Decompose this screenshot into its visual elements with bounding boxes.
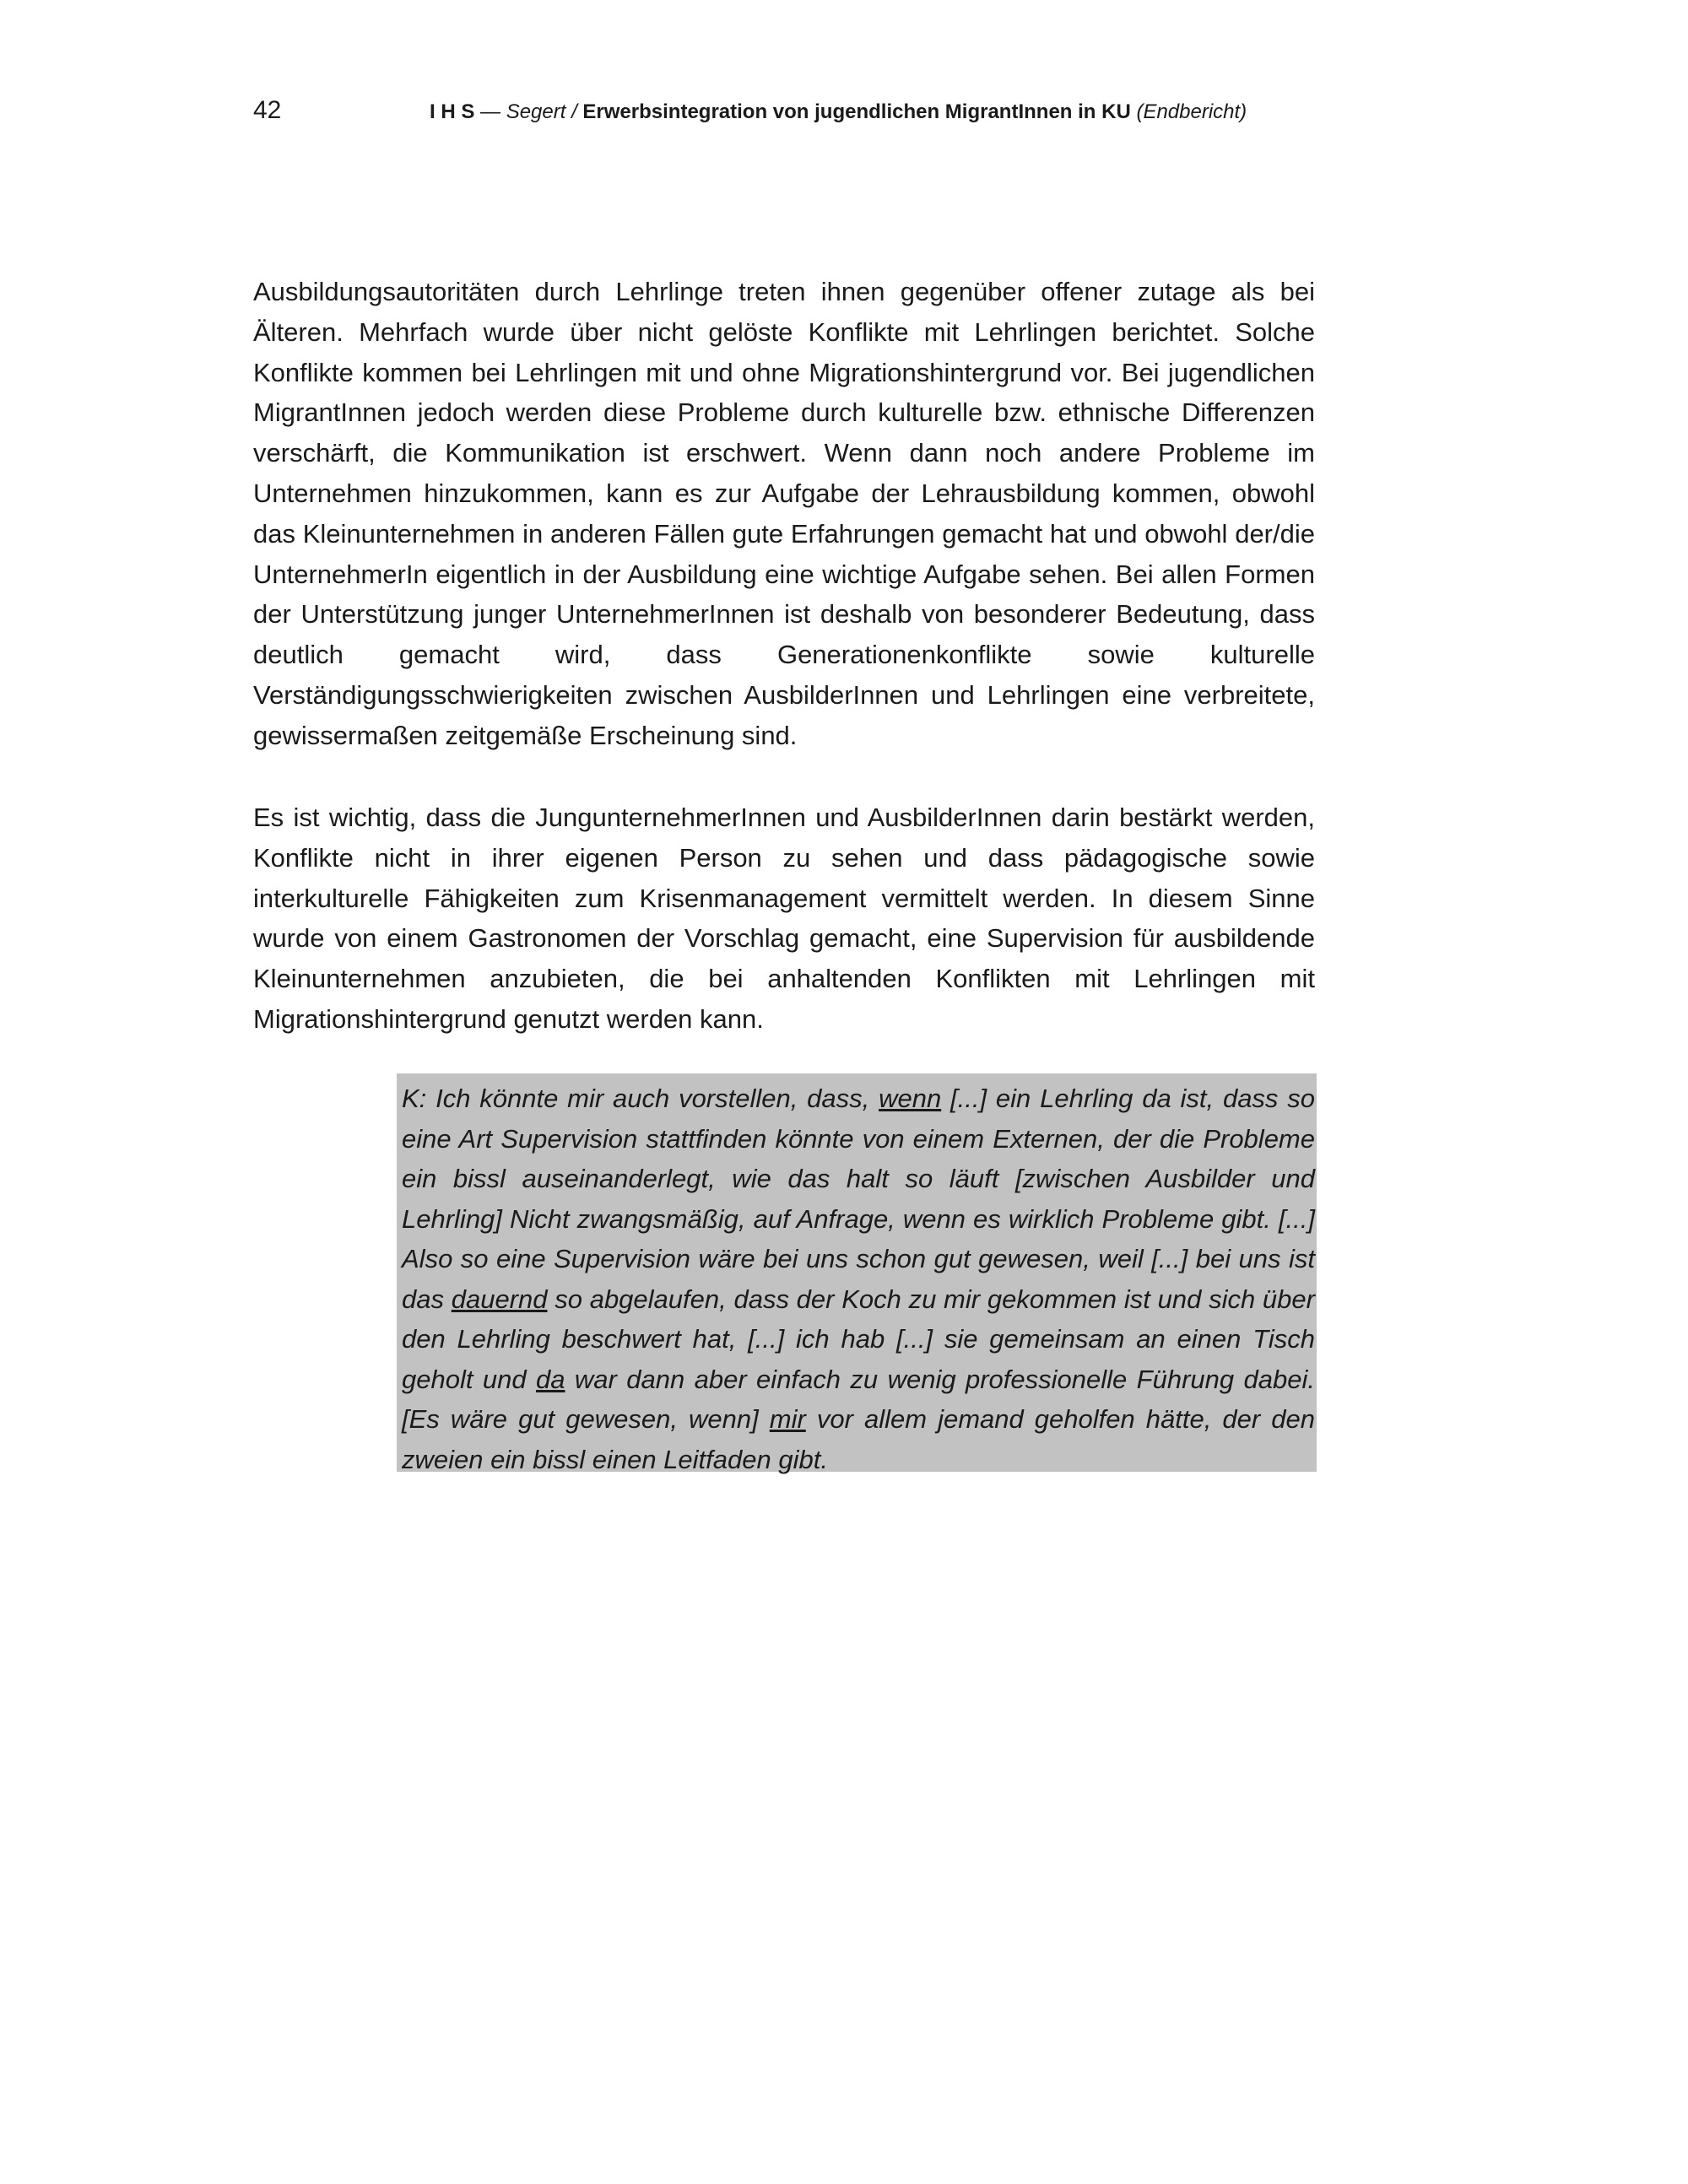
quote-segment-2: [...] ein Lehrling da ist, dass so eine Art Supervision stattfinden könnte von einem Externen, der die Probleme ein bissl auseinanderlegt, wie das halt so läuft [zwischen Ausbilder und Lehrling] Nicht zwangsmäßig, auf Anfrage, wenn es wirklich Probleme gibt. [...] Also so eine Supervision wäre bei uns schon gut gewesen, weil [...] bei uns ist das <box>402 1084 1315 1314</box>
quote-segment-4: war dann aber einfach zu wenig professionelle Führung dabei. [Es wäre gut gewesen, wenn] <box>402 1364 1315 1434</box>
quote-emphasis-wenn: wenn <box>879 1084 942 1113</box>
interview-quote-box <box>397 1073 1317 1472</box>
header-author: Segert / <box>506 100 577 123</box>
quote-segment-1: K: Ich könnte mir auch vorstellen, dass, <box>402 1084 879 1113</box>
interview-quote <box>402 1078 1315 1479</box>
header-dash: — <box>480 100 501 123</box>
header-institute: I H S <box>430 100 475 123</box>
body-paragraph-1: Ausbildungsautoritäten durch Lehrlinge treten ihnen gegenüber offener zutage als bei Älteren. Mehrfach wurde über nicht gelöste Konflikte mit Lehrlingen berichtet. Solche Konflikte kommen bei Lehrlingen mit und ohne Migrationshintergrund vor. Bei jugendlichen MigrantInnen jedoch werden diese Probleme durch kulturelle bzw. ethnische Differenzen verschärft, die Kommunikation ist erschwert. Wenn dann noch andere Probleme im Unternehmen hinzukommen, kann es zur Aufgabe der Lehrausbildung kommen, obwohl das Kleinunternehmen in anderen Fällen gute Erfahrungen gemacht hat und obwohl der/die UnternehmerIn eigentlich in der Ausbildung eine wichtige Aufgabe sehen. Bei allen Formen der Unterstützung junger UnternehmerInnen ist deshalb von besonderer Bedeutung, dass deutlich gemacht wird, dass Generationenkonflikte sowie kulturelle Verständigungsschwierigkeiten zwischen AusbilderInnen und Lehrlingen eine verbreitete, gewissermaßen zeitgemäße Erscheinung sind. <box>253 277 1315 750</box>
quote-emphasis-dauernd: dauernd <box>451 1284 548 1314</box>
running-header <box>430 99 1247 126</box>
quote-segment-3: so abgelaufen, dass der Koch zu mir gekommen ist und sich über den Lehrling beschwert hat, [...] ich hab [...] sie gemeinsam an einen Tisch geholt und <box>402 1284 1315 1394</box>
quote-emphasis-mir: mir <box>769 1404 806 1434</box>
quote-segment-5: vor allem jemand geholfen hätte, der den zweien ein bissl einen Leitfaden gibt. <box>402 1404 1315 1474</box>
body-paragraph-2: Es ist wichtig, dass die JungunternehmerInnen und AusbilderInnen darin bestärkt werden, Konflikte nicht in ihrer eigenen Person zu sehen und dass pädagogische sowie interkulturelle Fähigkeiten zum Krisenmanagement vermittelt werden. In diesem Sinne wurde von einem Gastronomen der Vorschlag gemacht, eine Supervision für ausbildende Kleinunternehmen anzubieten, die bei anhaltenden Konflikten mit Lehrlingen mit Migrationshintergrund genutzt werden kann. <box>253 803 1315 1034</box>
quote-emphasis-da: da <box>536 1364 565 1394</box>
header-title: Erwerbsintegration von jugendlichen MigrantInnen in KU <box>582 100 1131 123</box>
page-number: 42 <box>253 96 282 124</box>
header-report-type: (Endbericht) <box>1136 100 1247 123</box>
